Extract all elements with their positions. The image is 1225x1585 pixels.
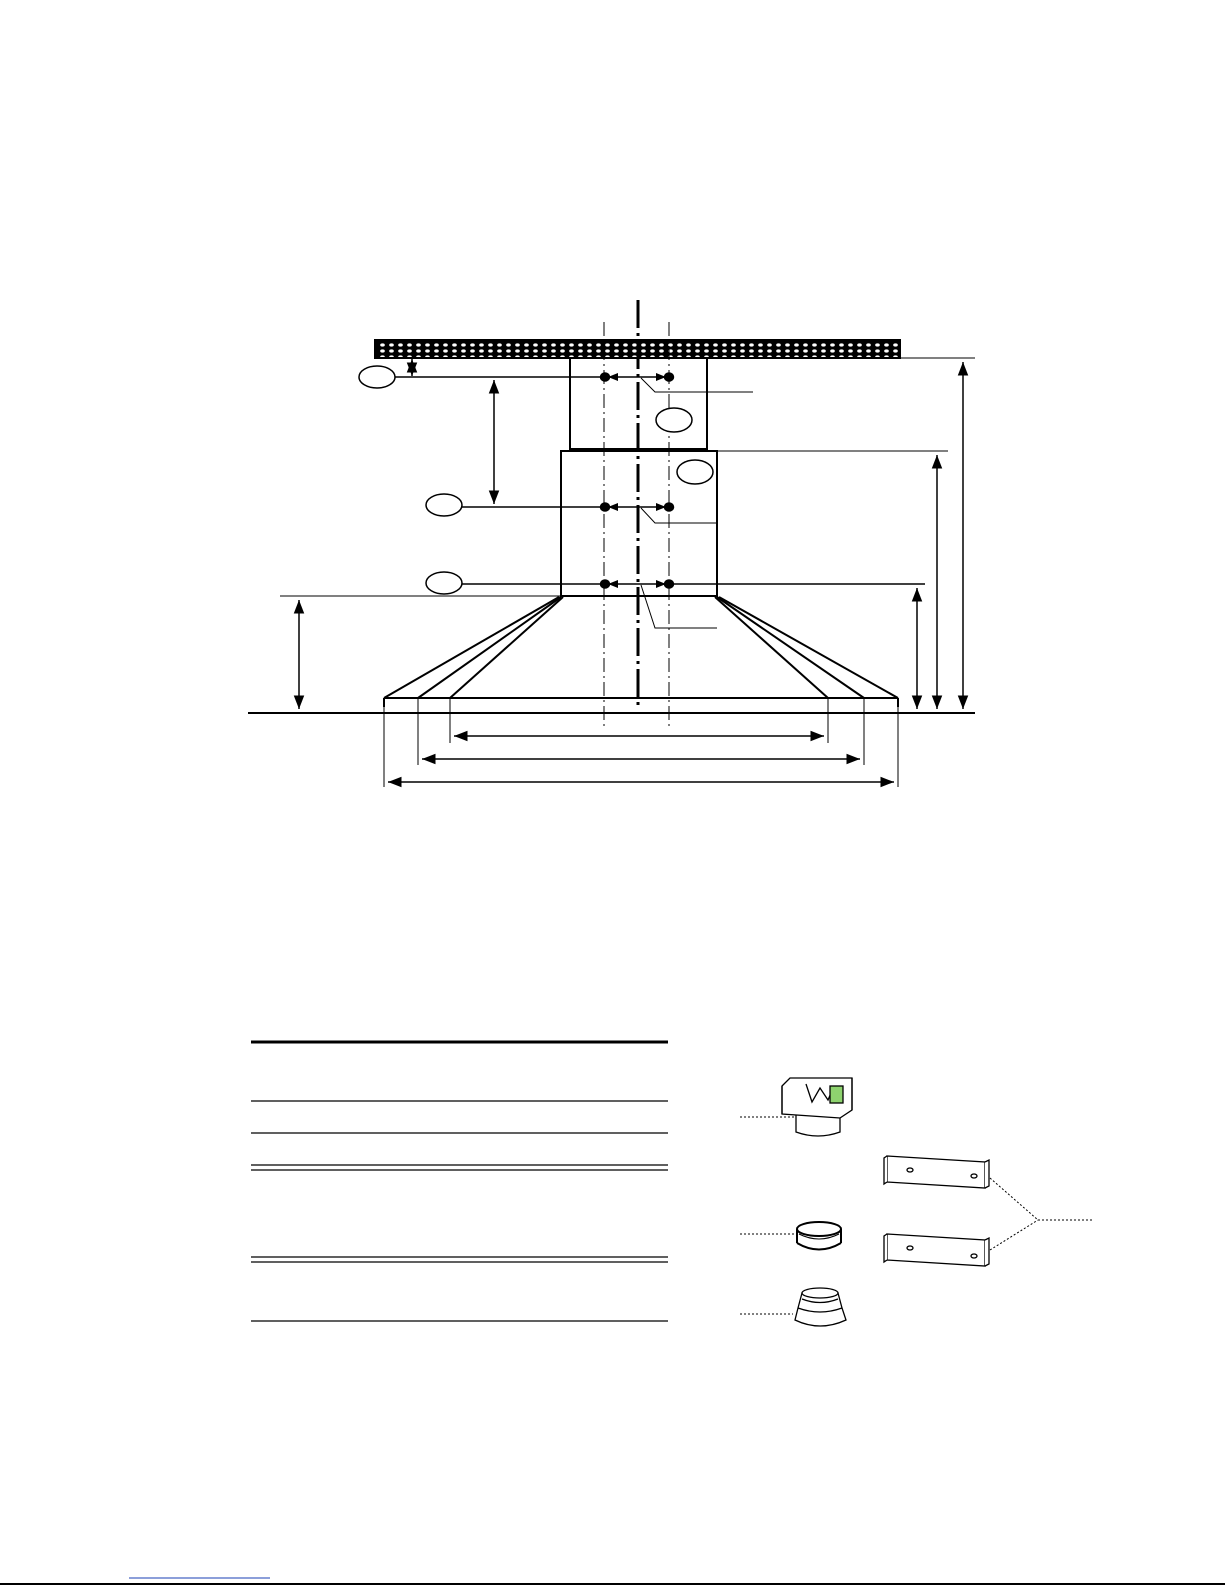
ref-circle-4 [426,494,462,516]
duct-adapter-icon [795,1288,846,1326]
ref-circle-1 [359,366,395,388]
mounting-bracket-icon [884,1156,989,1188]
ref-circle-2 [656,408,692,432]
parts-table [251,1042,668,1321]
mounting-bracket-icon [884,1234,989,1266]
ref-circle-5 [426,572,462,594]
fixing-points [375,373,925,588]
hood-canopy [384,596,898,707]
duct-ring-icon [797,1222,841,1250]
reducer-connector-icon [782,1078,852,1136]
extension-lines [280,358,975,787]
dimension-arrows [299,359,963,782]
reference-circles [359,366,713,594]
ref-circle-3 [677,460,713,484]
bracket-leaders [990,1178,1092,1250]
